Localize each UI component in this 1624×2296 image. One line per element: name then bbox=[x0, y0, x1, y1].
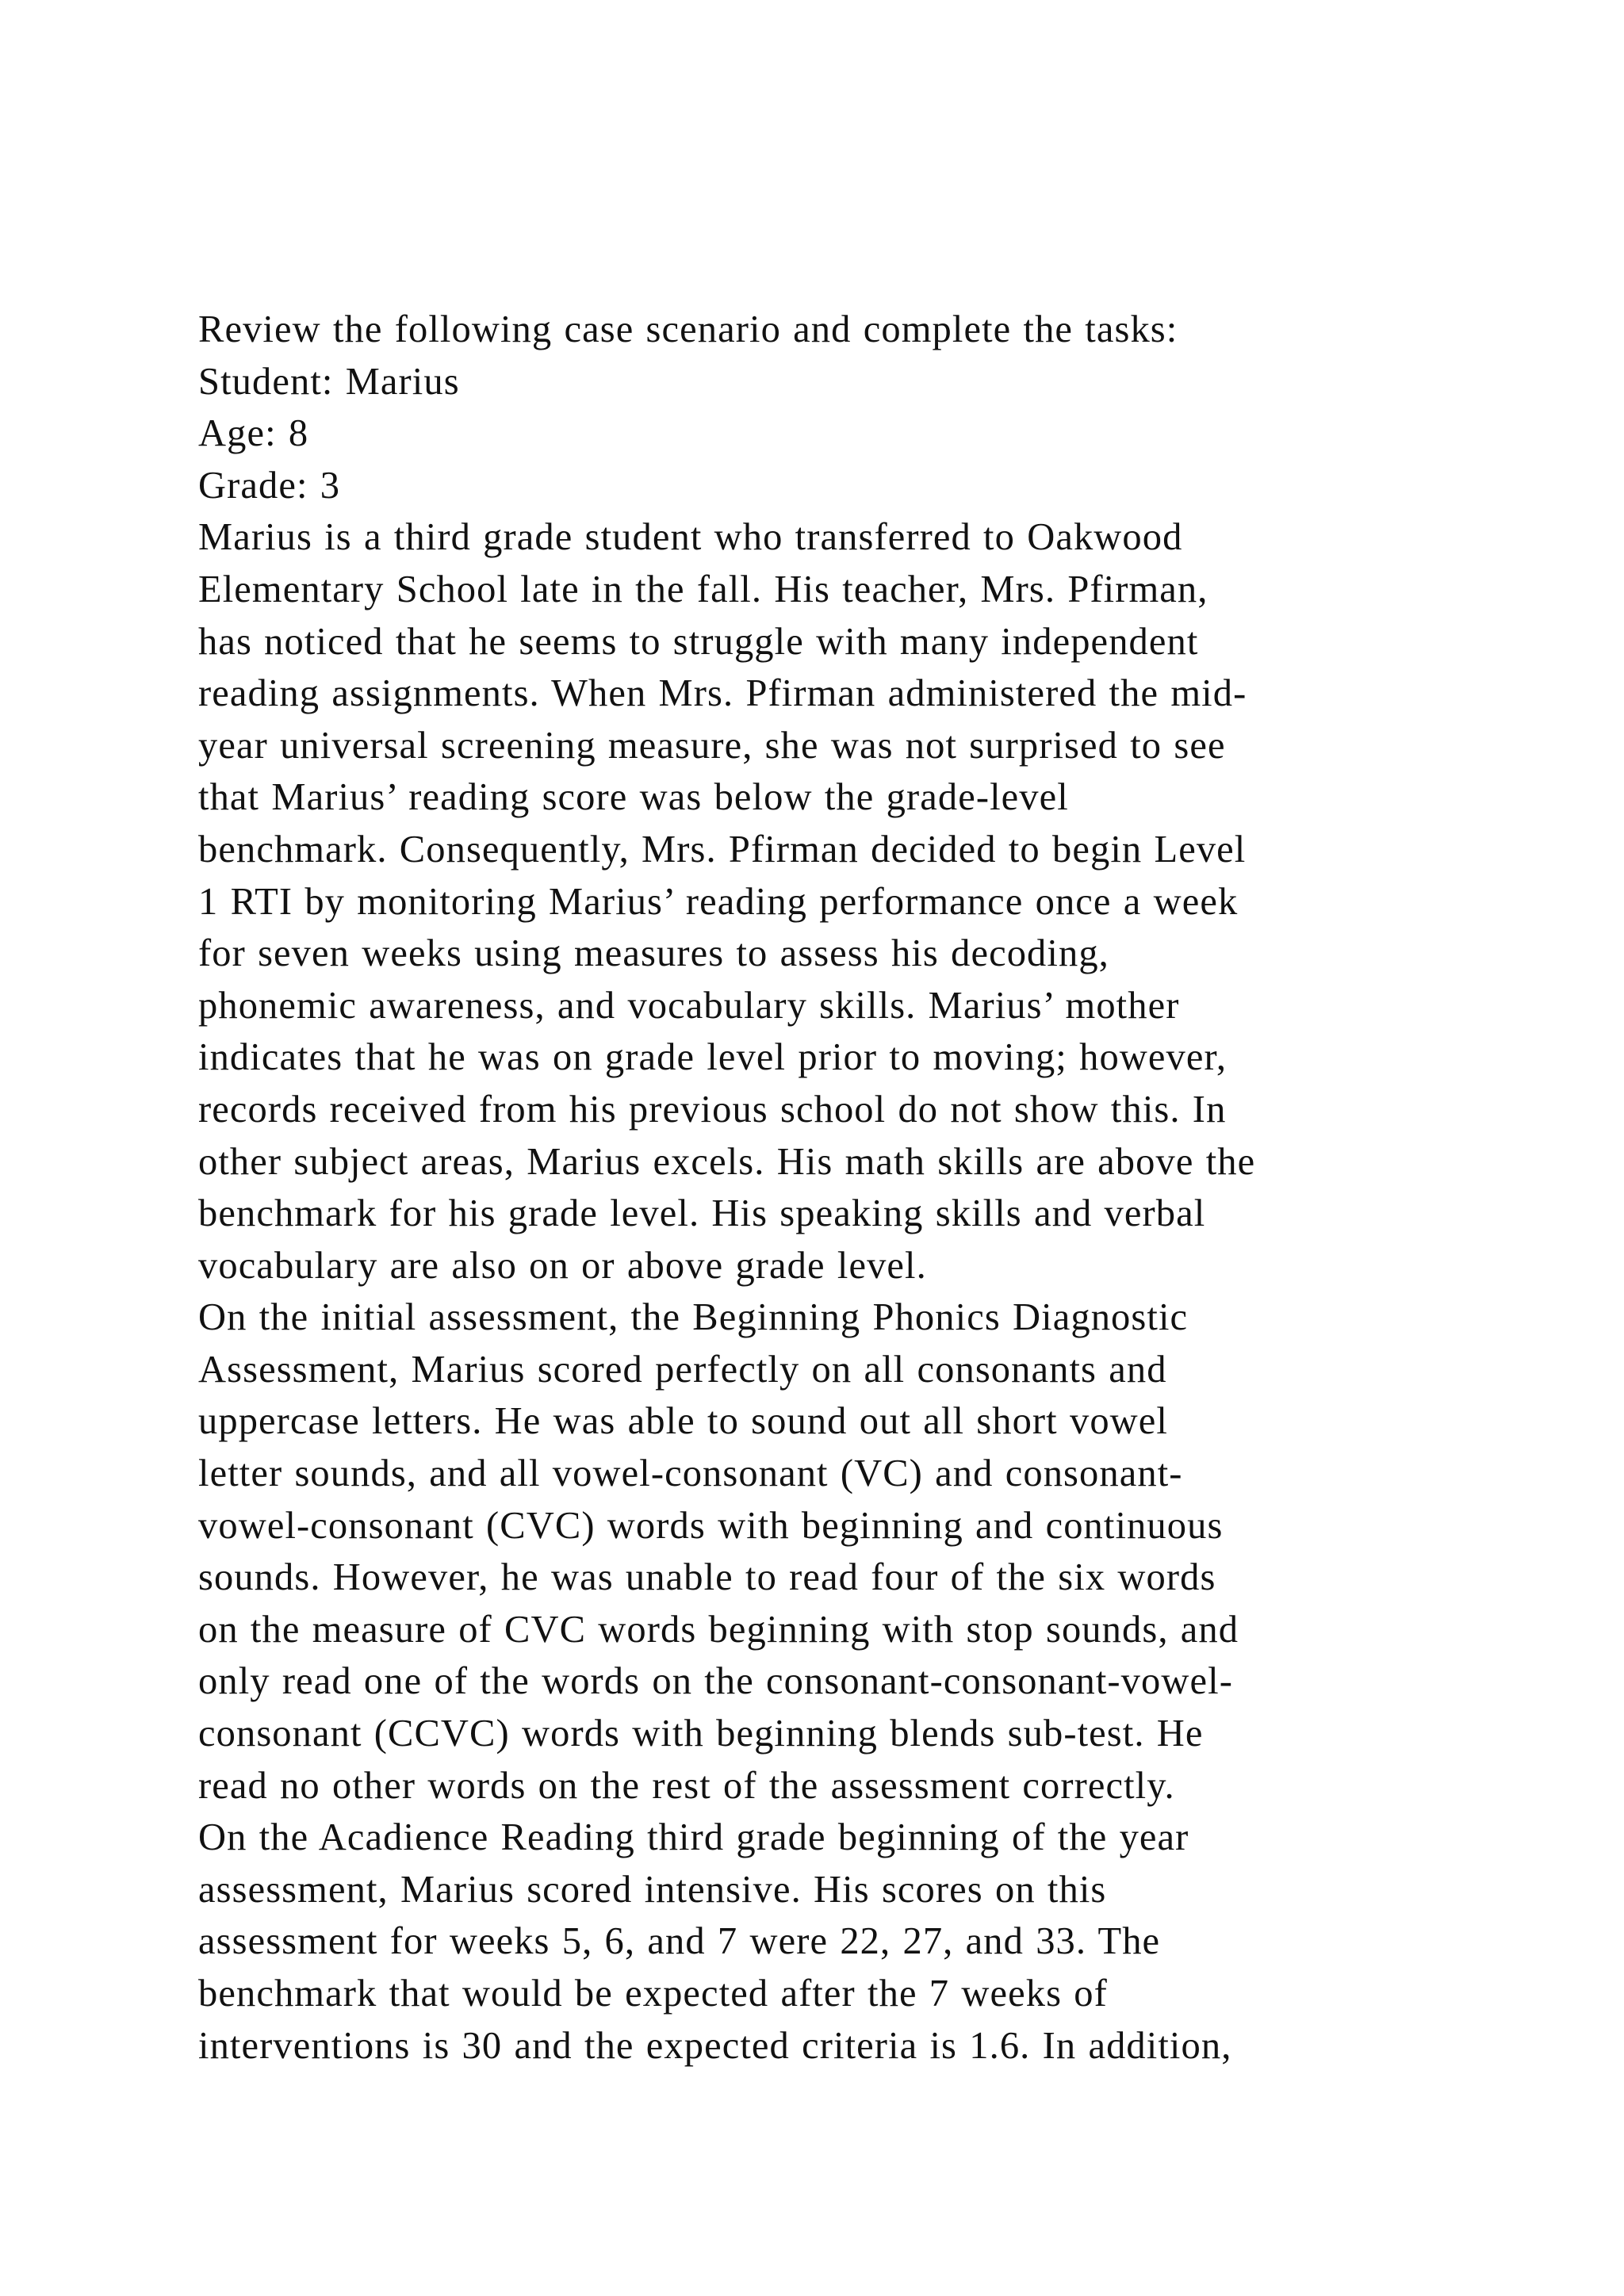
text-line: uppercase letters. He was able to sound out all short vowel bbox=[198, 1400, 1168, 1443]
text-line: Review the following case scenario and complete the tasks: bbox=[198, 308, 1178, 350]
text-line: Assessment, Marius scored perfectly on all consonants and bbox=[198, 1348, 1167, 1391]
text-line: Grade: 3 bbox=[198, 464, 341, 507]
case-scenario-text bbox=[198, 304, 1562, 2072]
text-line: Age: 8 bbox=[198, 412, 309, 455]
text-line: reading assignments. When Mrs. Pfirman administered the mid- bbox=[198, 672, 1247, 715]
text-line: indicates that he was on grade level prior to moving; however, bbox=[198, 1036, 1228, 1079]
text-line: other subject areas, Marius excels. His math skills are above the bbox=[198, 1140, 1256, 1183]
text-line: records received from his previous school do not show this. In bbox=[198, 1088, 1227, 1131]
text-line: benchmark for his grade level. His speaking skills and verbal bbox=[198, 1192, 1206, 1235]
text-line: 1 RTI by monitoring Marius’ reading performance once a week bbox=[198, 880, 1239, 923]
text-line: has noticed that he seems to struggle with many independent bbox=[198, 620, 1199, 663]
text-line: On the initial assessment, the Beginning Phonics Diagnostic bbox=[198, 1296, 1189, 1339]
text-line: Marius is a third grade student who transferred to Oakwood bbox=[198, 516, 1183, 559]
text-line: interventions is 30 and the expected criteria is 1.6. In addition, bbox=[198, 2024, 1232, 2067]
text-line: On the Acadience Reading third grade beginning of the year bbox=[198, 1816, 1189, 1859]
text-line: for seven weeks using measures to assess his decoding, bbox=[198, 932, 1109, 975]
text-line: letter sounds, and all vowel-consonant (VC) and consonant- bbox=[198, 1452, 1183, 1495]
text-line: sounds. However, he was unable to read four of the six words bbox=[198, 1556, 1216, 1599]
text-line: only read one of the words on the consonant-consonant-vowel- bbox=[198, 1660, 1233, 1703]
text-line: assessment for weeks 5, 6, and 7 were 22, 27, and 33. The bbox=[198, 1920, 1161, 1963]
text-line: assessment, Marius scored intensive. His scores on this bbox=[198, 1868, 1107, 1911]
text-line: Student: Marius bbox=[198, 360, 460, 403]
text-line: phonemic awareness, and vocabulary skills. Marius’ mother bbox=[198, 984, 1180, 1027]
text-line: vowel-consonant (CVC) words with beginning and continuous bbox=[198, 1504, 1224, 1547]
text-line: consonant (CCVC) words with beginning blends sub-test. He bbox=[198, 1712, 1204, 1755]
text-line: benchmark. Consequently, Mrs. Pfirman decided to begin Level bbox=[198, 828, 1247, 871]
text-line: Elementary School late in the fall. His teacher, Mrs. Pfirman, bbox=[198, 568, 1208, 610]
text-line: that Marius’ reading score was below the grade-level bbox=[198, 776, 1069, 819]
text-line: year universal screening measure, she was not surprised to see bbox=[198, 724, 1226, 767]
text-line: read no other words on the rest of the assessment correctly. bbox=[198, 1764, 1175, 1807]
text-line: on the measure of CVC words beginning with stop sounds, and bbox=[198, 1608, 1239, 1651]
text-line: benchmark that would be expected after the 7 weeks of bbox=[198, 1973, 1108, 2015]
text-line: vocabulary are also on or above grade level. bbox=[198, 1244, 927, 1287]
